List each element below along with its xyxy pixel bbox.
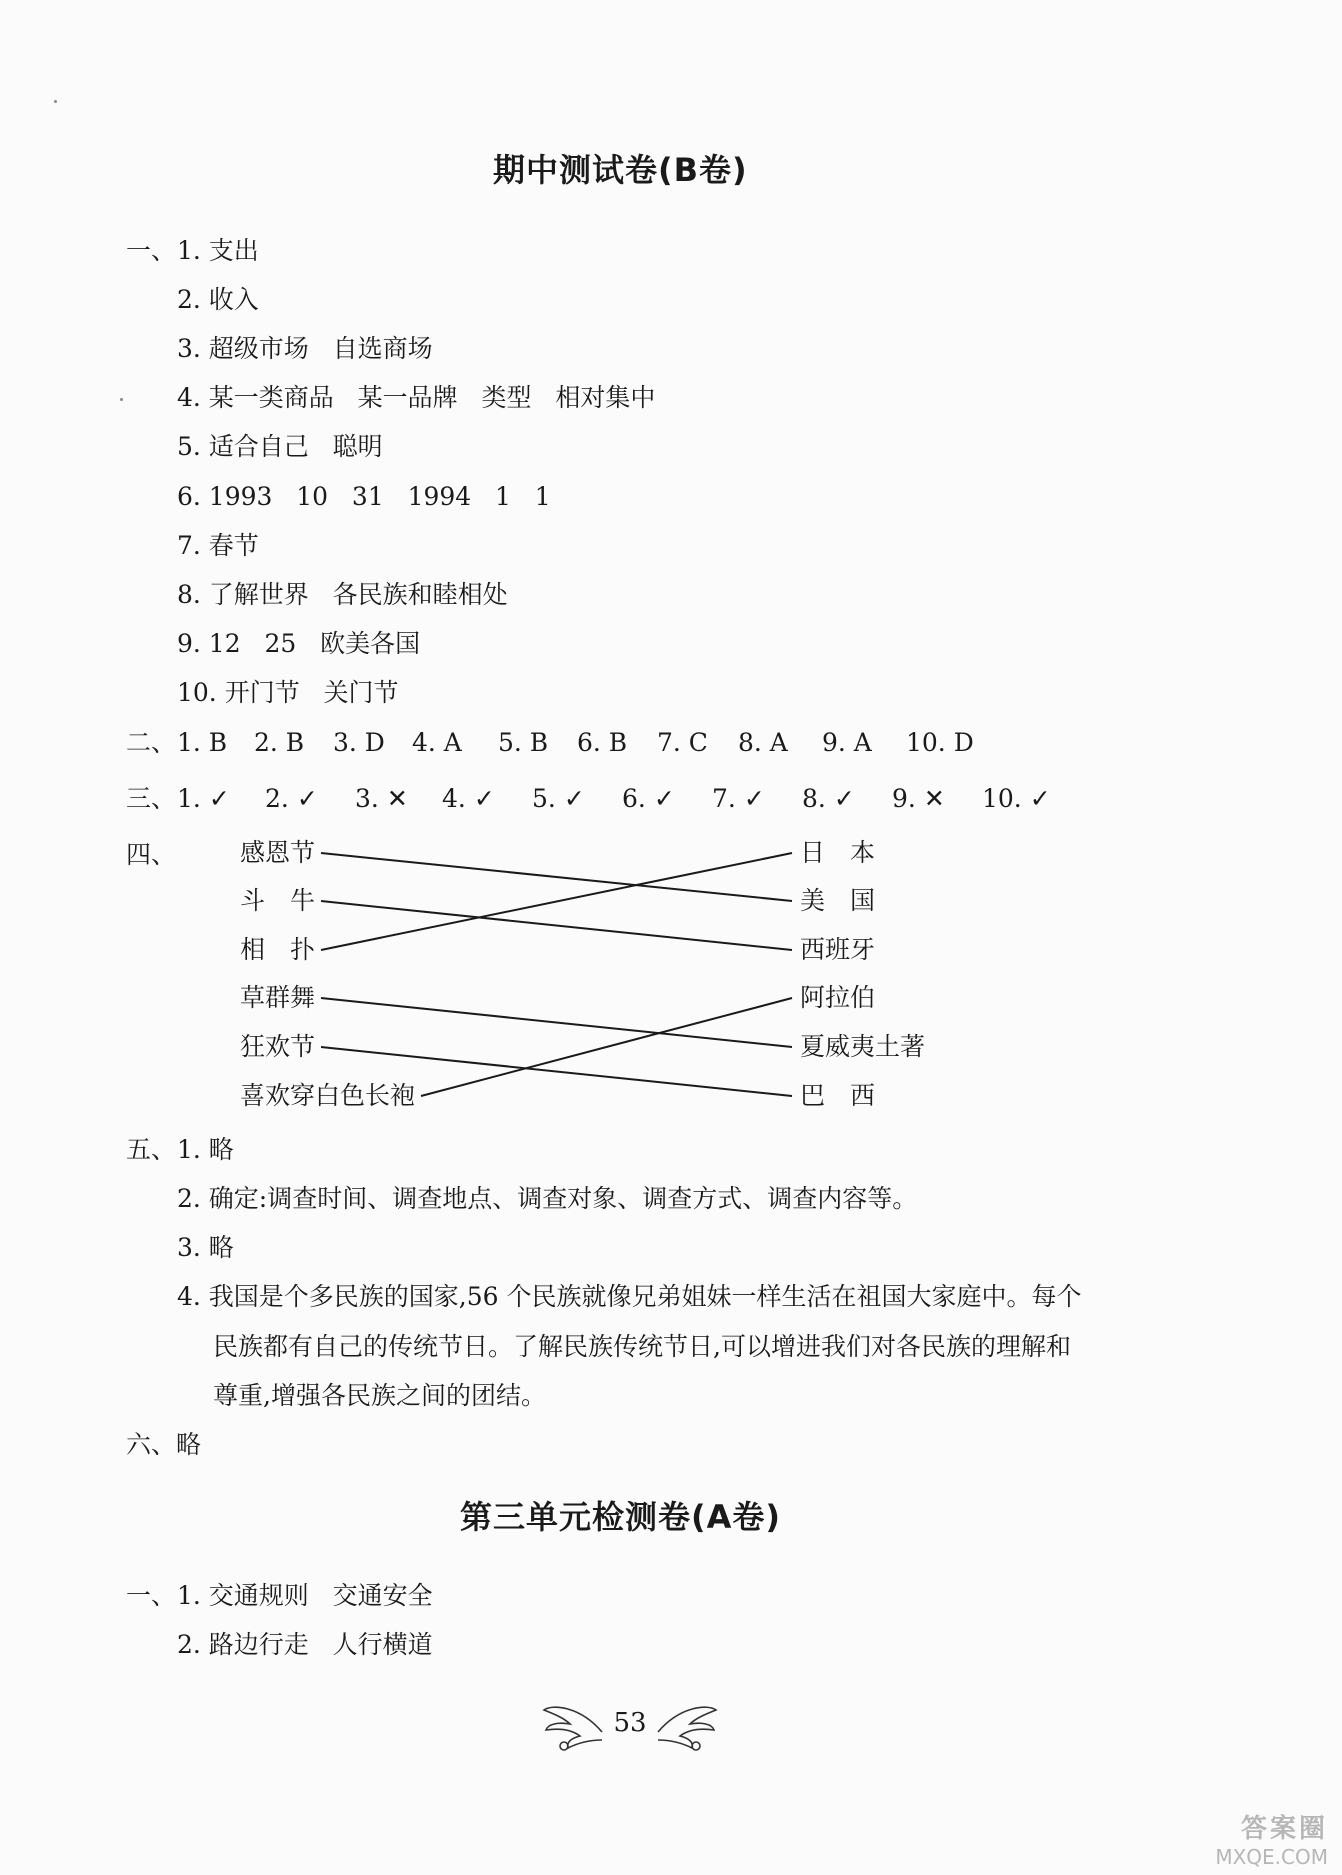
q3-number: 9. [892, 784, 916, 813]
q1-item: 2. 收入 [177, 285, 259, 314]
q1-item: 10. 开门节 关门节 [177, 678, 399, 707]
q3-number: 6. [622, 784, 646, 813]
s2-q1-item: 2. 路边行走 人行横道 [177, 1630, 433, 1659]
q1-item: 9. 12 25 欧美各国 [177, 629, 421, 658]
q2-answer: 3. D [333, 728, 385, 757]
match-right-item: 夏威夷土著 [800, 1032, 926, 1061]
q5-item-continued: 民族都有自己的传统节日。了解民族传统节日,可以增进我们对各民族的理解和 [213, 1332, 1071, 1361]
q3-number: 2. [265, 784, 289, 813]
question-prefix-5: 五、 [126, 1135, 177, 1164]
match-left-item: 喜欢穿白色长袍 [240, 1081, 416, 1110]
question-prefix-2: 二、 [126, 728, 177, 757]
q3-number: 1. [177, 784, 201, 813]
q2-answer: 5. B [498, 728, 549, 757]
q3-number: 8. [802, 784, 826, 813]
match-line [321, 998, 792, 1047]
question-prefix-1: 一、 [126, 1581, 177, 1610]
q1-item: 7. 春节 [177, 531, 259, 560]
question-prefix-1: 一、 [126, 236, 177, 265]
check-mark-icon: ✓ [833, 784, 855, 813]
match-left-item: 斗 牛 [240, 886, 316, 915]
question-prefix-3: 三、 [126, 784, 177, 813]
q3-number: 5. [532, 784, 556, 813]
section-title-unit3-a: 第三单元检测卷(A卷) [460, 1498, 782, 1536]
q2-answer: 6. B [577, 728, 628, 757]
q3-number: 7. [712, 784, 736, 813]
q1-item: 6. 1993 10 31 1994 1 1 [177, 482, 551, 511]
q3-number: 3. [355, 784, 379, 813]
watermark-url: MXQE.COM [1215, 1845, 1328, 1869]
cross-mark-icon: ✕ [923, 784, 945, 813]
match-right-item: 日 本 [800, 838, 876, 867]
watermark-logo [1215, 1808, 1328, 1869]
q1-item: 4. 某一类商品 某一品牌 类型 相对集中 [177, 383, 656, 412]
s2-q1-item: 1. 交通规则 交通安全 [177, 1581, 433, 1610]
q5-item: 1. 略 [177, 1135, 234, 1164]
match-left-item: 草群舞 [240, 983, 316, 1012]
match-line [321, 1047, 792, 1096]
q3-number: 4. [442, 784, 466, 813]
check-mark-icon: ✓ [296, 784, 318, 813]
check-mark-icon: ✓ [743, 784, 765, 813]
watermark-text: 答案圈 [1240, 1814, 1328, 1844]
section-title-midterm-b: 期中测试卷(B卷) [493, 151, 748, 189]
page-number: 53 [613, 1708, 647, 1738]
question-prefix-4: 四、 [126, 840, 177, 869]
check-mark-icon: ✓ [563, 784, 585, 813]
match-right-item: 西班牙 [800, 935, 876, 964]
q5-item: 3. 略 [177, 1233, 234, 1262]
q2-answer: 9. A [822, 728, 872, 757]
match-line [321, 853, 792, 950]
match-line [321, 853, 792, 901]
match-line [421, 998, 792, 1096]
q2-answer: 7. C [657, 728, 708, 757]
check-mark-icon: ✓ [1029, 784, 1051, 813]
check-mark-icon: ✓ [473, 784, 495, 813]
q2-answer: 1. B [177, 728, 228, 757]
q1-item: 8. 了解世界 各民族和睦相处 [177, 580, 508, 609]
q2-answer: 2. B [254, 728, 305, 757]
match-line [321, 901, 792, 950]
q1-item: 5. 适合自己 聪明 [177, 432, 383, 461]
q2-answer: 10. D [906, 728, 974, 757]
q3-number: 10. [982, 784, 1022, 813]
cross-mark-icon: ✕ [386, 784, 408, 813]
q1-item: 1. 支出 [177, 236, 259, 265]
match-left-item: 相 扑 [240, 935, 316, 964]
match-left-item: 感恩节 [240, 838, 316, 867]
match-right-item: 阿拉伯 [800, 983, 876, 1012]
page-number-badge [540, 1696, 720, 1756]
match-right-item: 巴 西 [800, 1081, 876, 1110]
q5-item: 2. 确定:调查时间、调查地点、调查对象、调查方式、调查内容等。 [177, 1184, 918, 1213]
check-mark-icon: ✓ [208, 784, 230, 813]
q2-answer: 8. A [738, 728, 788, 757]
question-6: 六、略 [126, 1430, 202, 1459]
check-mark-icon: ✓ [653, 784, 675, 813]
q1-item: 3. 超级市场 自选商场 [177, 334, 433, 363]
q5-item-continued: 尊重,增强各民族之间的团结。 [213, 1381, 546, 1410]
match-left-item: 狂欢节 [240, 1032, 316, 1061]
q5-item: 4. 我国是个多民族的国家,56 个民族就像兄弟姐妹一样生活在祖国大家庭中。每个 [177, 1282, 1082, 1311]
q2-answer: 4. A [412, 728, 462, 757]
match-right-item: 美 国 [800, 886, 876, 915]
